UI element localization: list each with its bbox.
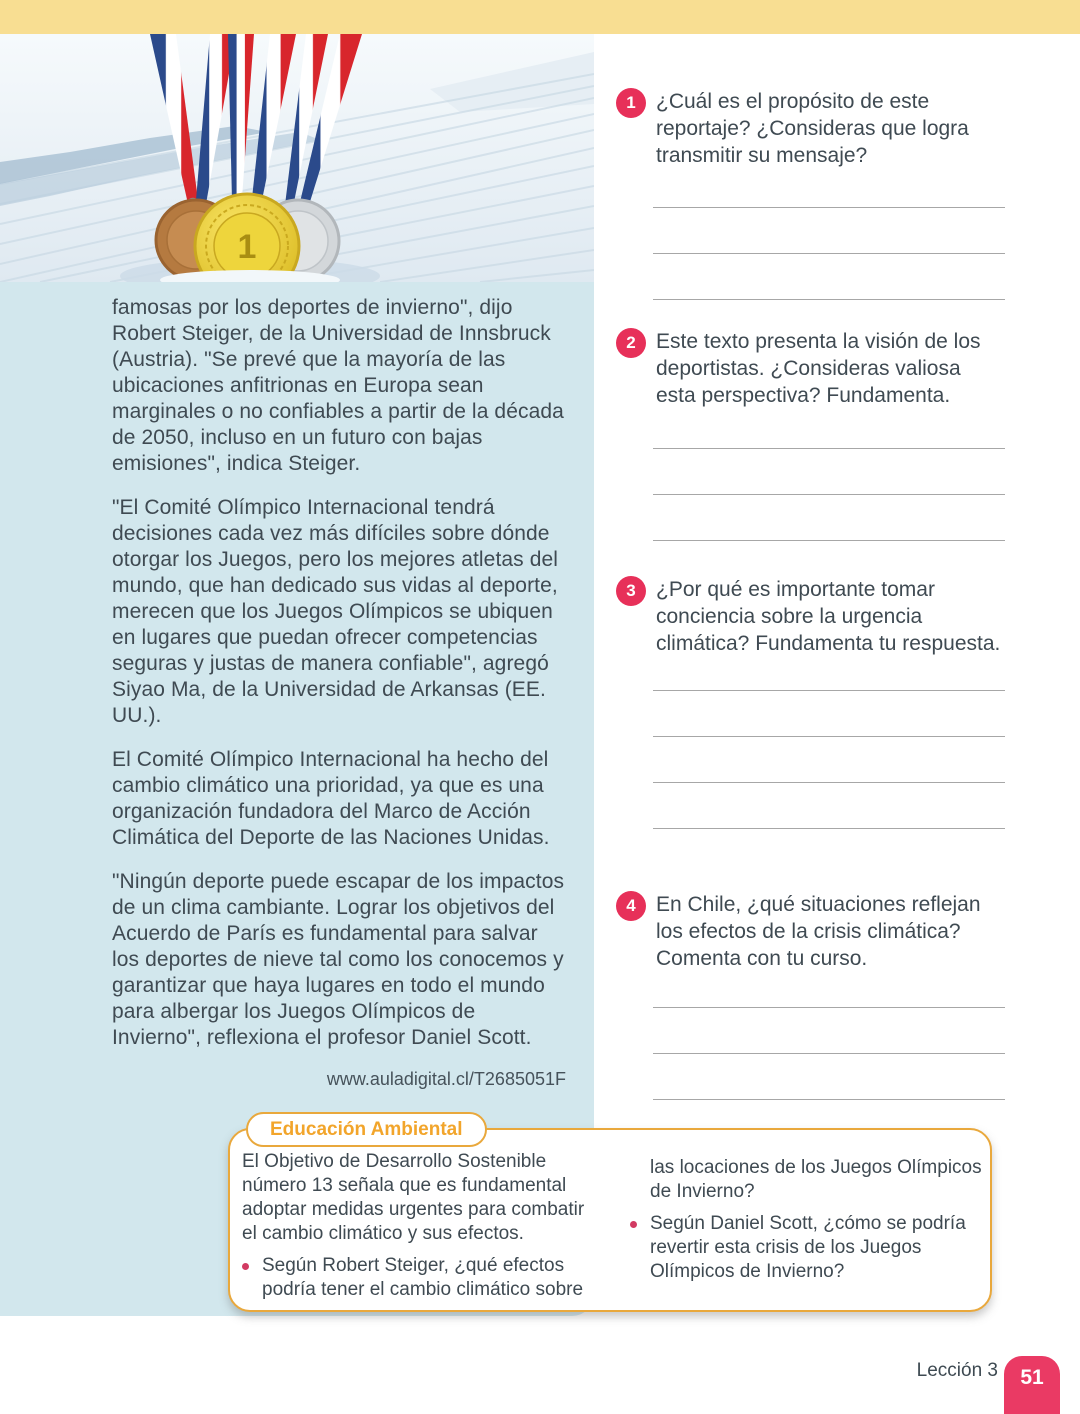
question-4-text: En Chile, ¿qué situaciones reflejan los efectos de la crisis climática? Comenta con tu curso.: [656, 893, 981, 970]
question-2: [616, 328, 1008, 541]
question-1: [616, 88, 1008, 300]
bullet-icon: [630, 1221, 637, 1228]
eco-box-right-column: [630, 1156, 982, 1284]
question-4-number-badge: 4: [616, 891, 646, 921]
article-paragraph-4: "Ningún deporte puede escapar de los impactos de un clima cambiante. Lograr los objetivos del Acuerdo de París es fundamental para salvar los deportes de nieve tal como los conocemos y garantizar que haya lugares en todo el mundo para albergar los Juegos Olímpicos de Invierno", reflexiona el profesor Daniel Scott.: [112, 870, 565, 1049]
eco-box-title: Educación Ambiental: [246, 1112, 487, 1147]
top-band: [0, 0, 1080, 34]
question-1-number-badge: 1: [616, 88, 646, 118]
lesson-label: Lección 3: [916, 1360, 998, 1381]
eco-box: [228, 1118, 992, 1312]
answer-line: [653, 207, 1005, 208]
answer-line: [653, 448, 1005, 449]
article-paragraph-2: "El Comité Olímpico Internacional tendrá decisiones cada vez más difíciles sobre dónde otorgar los Juegos, pero los mejores atletas del mundo, que han dedicado sus vidas al deporte, merecen que los Juegos Olímpicos se ubiquen en lugares que puedan ofrecer competencias seguras y justas de manera confiable", agregó Siyao Ma, de la Universidad de Arkansas (EE. UU.).: [112, 496, 559, 727]
answer-line: [653, 494, 1005, 495]
eco-bullet-item-1: [242, 1254, 598, 1302]
answer-line: [653, 736, 1005, 737]
page-number-badge: 51: [1004, 1356, 1060, 1414]
question-1-text: ¿Cuál es el propósito de este reportaje? ¿Consideras que logra transmitir su mensaje?: [656, 90, 969, 167]
answer-line: [653, 299, 1005, 300]
question-2-number-badge: 2: [616, 328, 646, 358]
answer-line: [653, 782, 1005, 783]
answer-line: [653, 828, 1005, 829]
bullet-icon: [242, 1263, 249, 1270]
answer-line: [653, 540, 1005, 541]
answer-line: [653, 1007, 1005, 1008]
gold-medal-number: 1: [237, 228, 257, 266]
eco-bullet-2-text: Según Daniel Scott, ¿cómo se podría revertir esta crisis de los Juegos Olímpicos de Invierno?: [650, 1213, 966, 1282]
source-url: www.auladigital.cl/T2685051F: [326, 1069, 566, 1089]
question-3-number-badge: 3: [616, 576, 646, 606]
eco-box-intro: El Objetivo de Desarrollo Sostenible número 13 señala que es fundamental adoptar medidas urgentes para combatir el cambio climático y sus efectos.: [242, 1151, 585, 1244]
answer-line: [653, 1053, 1005, 1054]
article-paragraph-1: famosas por los deportes de invierno", dijo Robert Steiger, de la Universidad de Innsbruck (Austria). "Se prevé que la mayoría de las ubicaciones anfitrionas en Europa sean marginales o no confiables a partir de la década de 2050, incluso en un futuro con bajas emisiones", indica Steiger.: [112, 296, 564, 475]
question-3: [616, 576, 1008, 829]
answer-line: [653, 690, 1005, 691]
eco-bullet-item-2: [630, 1212, 982, 1284]
answer-line: [653, 1099, 1005, 1100]
medals-photo-illustration: [0, 34, 594, 282]
article-paragraph-3: El Comité Olímpico Internacional ha hecho del cambio climático una prioridad, ya que es una organización fundadora del Marco de Acción Climática del Deporte de las Naciones Unidas.: [112, 748, 550, 849]
medals-photo: [0, 34, 594, 282]
eco-bullet-1-text: Según Robert Steiger, ¿qué efectos podría tener el cambio climático sobre: [262, 1255, 584, 1300]
question-3-text: ¿Por qué es importante tomar conciencia sobre la urgencia climática? Fundamenta tu respuesta.: [656, 578, 1001, 655]
eco-box-left-column: [242, 1150, 598, 1302]
question-2-text: Este texto presenta la visión de los deportistas. ¿Consideras valiosa esta perspectiva? Fundamenta.: [656, 330, 981, 407]
question-4: [616, 891, 1008, 1100]
answer-line: [653, 253, 1005, 254]
eco-bullet-1-continued: las locaciones de los Juegos Olímpicos de Invierno?: [650, 1157, 982, 1202]
